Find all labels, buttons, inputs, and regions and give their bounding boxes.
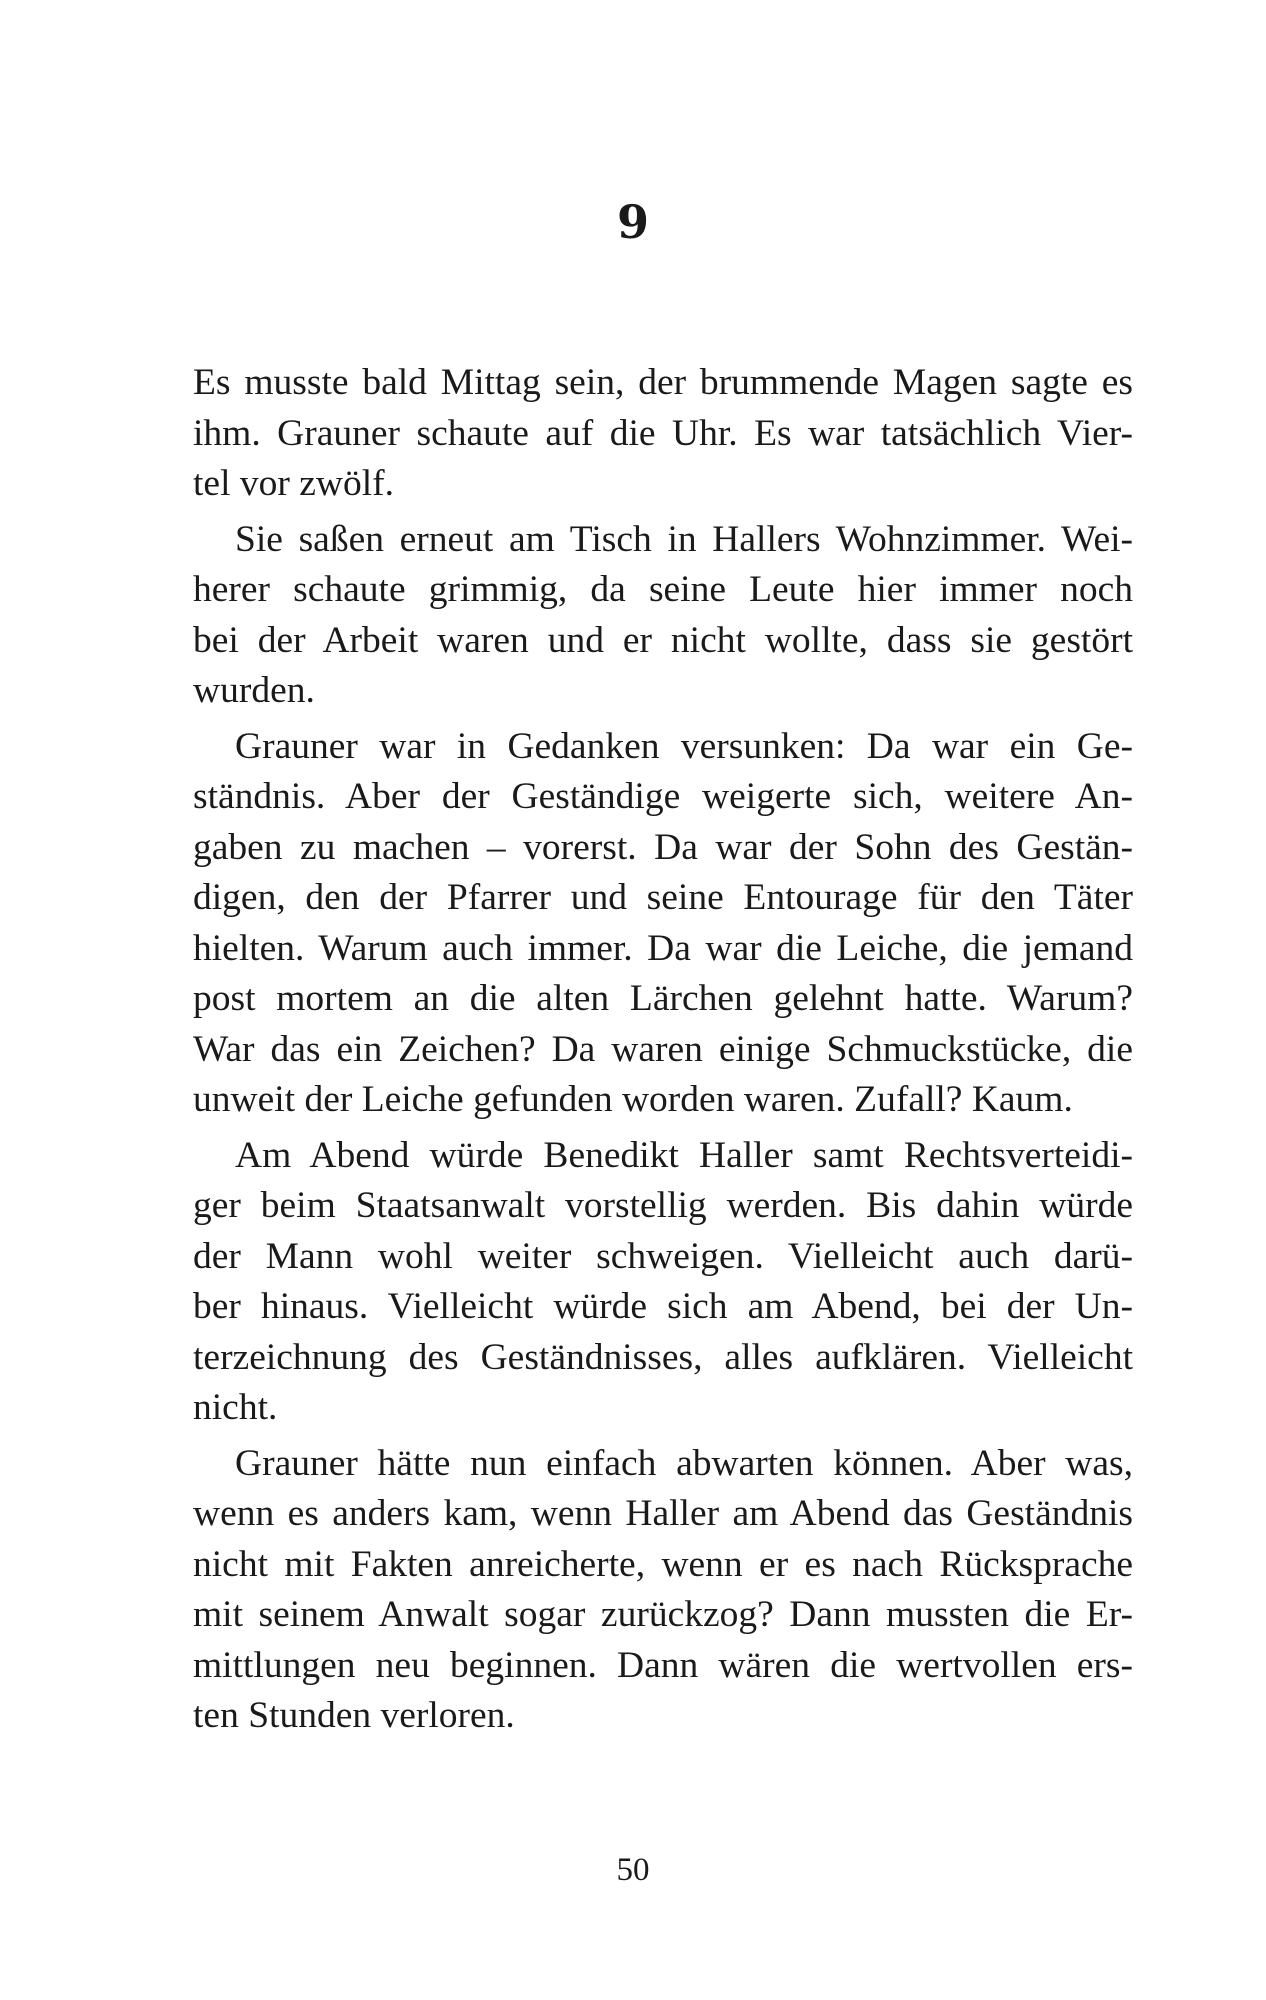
text-line: bei der Arbeit waren und er nicht wollte, dass sie gestört <box>193 619 1133 661</box>
text-line: ihm. Grauner schaute auf die Uhr. Es war tatsächlich Vier- <box>193 412 1133 454</box>
paragraph <box>193 515 1133 717</box>
text-line: wurden. <box>193 670 315 711</box>
text-line: ger beim Staatsanwalt vorstellig werden. Bis dahin würde <box>193 1185 1133 1226</box>
text-line: digen, den der Pfarrer und seine Entourage für den Täter <box>193 877 1133 918</box>
paragraph <box>193 722 1133 1126</box>
text-line: ständnis. Aber der Geständige weigerte sich, weitere An- <box>193 776 1133 817</box>
text-line: gaben zu machen – vorerst. Da war der Sohn des Gestän- <box>193 826 1133 868</box>
text-line: Am Abend würde Benedikt Haller samt Rechtsverteidi- <box>235 1134 1133 1176</box>
text-line: wenn es anders kam, wenn Haller am Abend das Geständnis <box>193 1493 1133 1534</box>
chapter-number: 9 <box>616 195 649 249</box>
text-line: hielten. Warum auch immer. Da war die Leiche, die jemand <box>193 927 1133 969</box>
paragraph <box>193 1439 1133 1742</box>
chapter-text <box>193 358 1133 1747</box>
text-line: nicht mit Fakten anreicherte, wenn er es nach Rücksprache <box>193 1543 1133 1585</box>
text-line: nicht. <box>193 1387 278 1428</box>
text-line: post mortem an die alten Lärchen gelehnt hatte. Warum? <box>193 978 1133 1019</box>
text-line: ber hinaus. Vielleicht würde sich am Abend, bei der Un- <box>193 1286 1133 1327</box>
text-line: mit seinem Anwalt sogar zurückzog? Dann mussten die Er- <box>193 1594 1133 1635</box>
paragraph <box>193 358 1133 510</box>
text-line: unweit der Leiche gefunden worden waren. Zufall? Kaum. <box>193 1079 1073 1120</box>
text-line: Grauner war in Gedanken versunken: Da war ein Ge- <box>235 725 1133 767</box>
text-line: Es musste bald Mittag sein, der brummende Magen sagte es <box>193 362 1133 403</box>
text-line: mittlungen neu beginnen. Dann wären die wertvollen ers- <box>193 1644 1133 1686</box>
text-line: War das ein Zeichen? Da waren einige Schmuckstücke, die <box>193 1028 1133 1070</box>
text-line: herer schaute grimmig, da seine Leute hier immer noch <box>193 569 1133 610</box>
text-line: ten Stunden verloren. <box>193 1695 515 1736</box>
text-line: tel vor zwölf. <box>193 463 394 504</box>
text-line: terzeichnung des Geständnisses, alles aufklären. Vielleicht <box>193 1336 1133 1378</box>
text-line: der Mann wohl weiter schweigen. Vielleicht auch darü- <box>193 1235 1133 1277</box>
paragraph <box>193 1131 1133 1434</box>
page-number: 50 <box>616 1852 650 1888</box>
text-line: Sie saßen erneut am Tisch in Hallers Wohnzimmer. Wei- <box>235 518 1133 560</box>
text-line: Grauner hätte nun einfach abwarten können. Aber was, <box>235 1442 1133 1484</box>
